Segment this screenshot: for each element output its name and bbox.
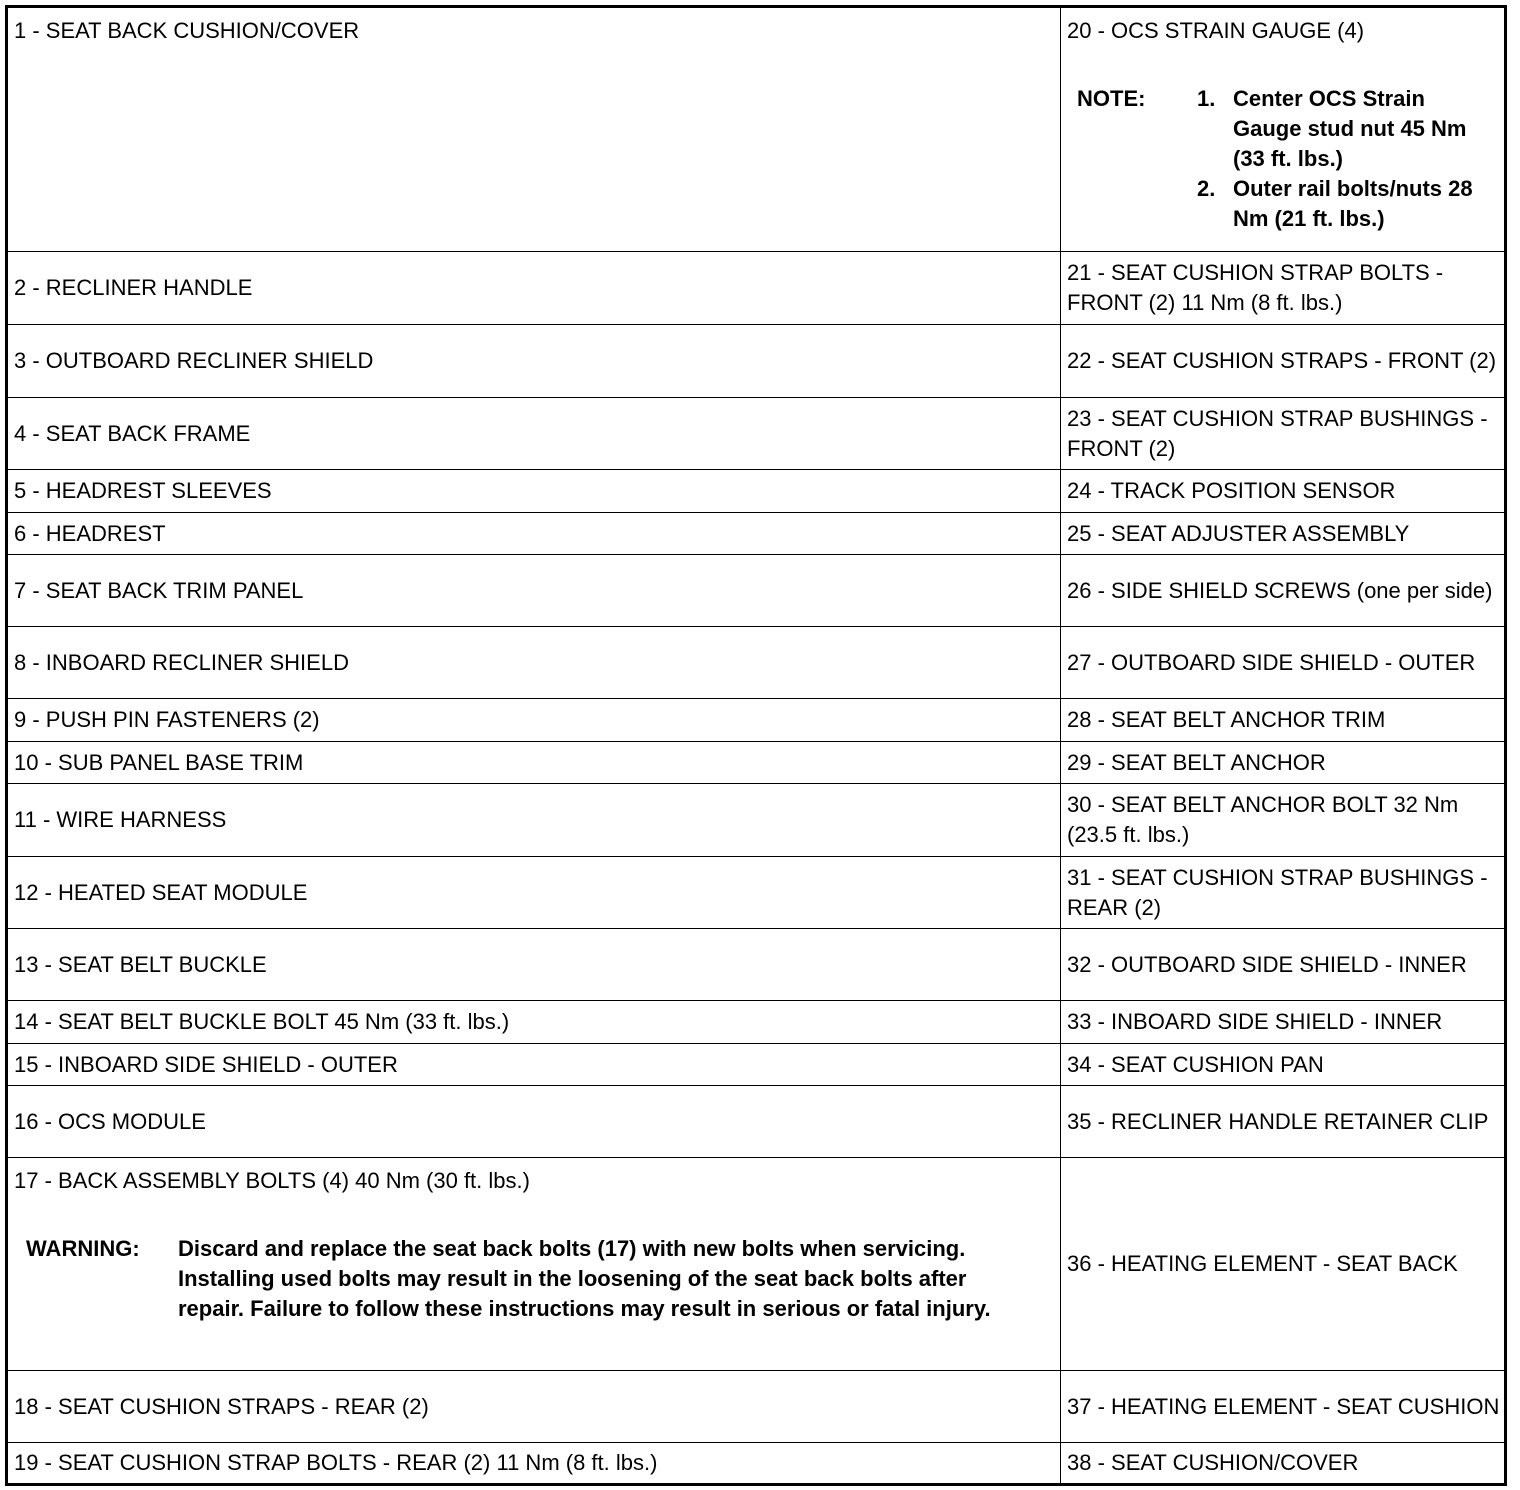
legend-cell-left (7, 784, 1061, 857)
part-label: 15 - INBOARD SIDE SHIELD - OUTER (14, 1051, 398, 1077)
legend-cell-left (7, 398, 1061, 470)
warning-label: WARNING: (26, 1236, 140, 1261)
legend-cell-left (7, 7, 1061, 252)
part-label: 12 - HEATED SEAT MODULE (14, 879, 308, 905)
table-row (7, 742, 1506, 784)
table-row (7, 398, 1506, 470)
note-item (1197, 84, 1487, 174)
part-label: 26 - SIDE SHIELD SCREWS (one per side) (1067, 577, 1493, 603)
legend-cell-left (7, 929, 1061, 1001)
legend-cell-right (1061, 398, 1506, 470)
legend-cell-right (1061, 1001, 1506, 1044)
part-label: 37 - HEATING ELEMENT - SEAT CUSHION (1067, 1393, 1500, 1419)
part-label: 21 - SEAT CUSHION STRAP BOLTS - FRONT (2) 11 Nm (8 ft. lbs.) (1067, 260, 1444, 315)
part-label: 29 - SEAT BELT ANCHOR (1067, 749, 1326, 775)
legend-cell-left (7, 1371, 1061, 1443)
legend-cell-left (7, 857, 1061, 929)
table-row (7, 1044, 1506, 1086)
part-label: 32 - OUTBOARD SIDE SHIELD - INNER (1067, 951, 1467, 977)
part-label: 30 - SEAT BELT ANCHOR BOLT 32 Nm (23.5 ft. lbs.) (1067, 792, 1459, 847)
part-label: 33 - INBOARD SIDE SHIELD - INNER (1067, 1009, 1443, 1034)
legend-cell-right (1061, 1044, 1506, 1086)
legend-cell-right (1061, 513, 1506, 555)
part-label: 19 - SEAT CUSHION STRAP BOLTS - REAR (2) 11 Nm (8 ft. lbs.) (14, 1450, 658, 1475)
part-label: 3 - OUTBOARD RECLINER SHIELD (14, 348, 374, 373)
part-label: 5 - HEADREST SLEEVES (14, 478, 272, 503)
legend-cell-right (1061, 627, 1506, 699)
table-row (7, 325, 1506, 398)
table-row (7, 252, 1506, 325)
legend-cell-left (7, 1158, 1061, 1371)
part-label: 36 - HEATING ELEMENT - SEAT BACK (1067, 1251, 1458, 1276)
part-label: 18 - SEAT CUSHION STRAPS - REAR (2) (14, 1393, 429, 1419)
part-label: 7 - SEAT BACK TRIM PANEL (14, 577, 304, 603)
legend-cell-right (1061, 325, 1506, 398)
legend-cell-left (7, 699, 1061, 742)
note-number: 2. (1197, 176, 1216, 201)
part-label: 2 - RECLINER HANDLE (14, 275, 253, 300)
table-row (7, 627, 1506, 699)
part-label: 16 - OCS MODULE (14, 1108, 206, 1134)
part-label: 38 - SEAT CUSHION/COVER (1067, 1450, 1359, 1475)
part-label: 22 - SEAT CUSHION STRAPS - FRONT (2) (1067, 348, 1497, 373)
note-block (1067, 84, 1500, 234)
table-row (7, 1001, 1506, 1044)
legend-cell-right (1061, 252, 1506, 325)
note-label: NOTE: (1077, 86, 1146, 111)
legend-cell-right (1061, 1443, 1506, 1485)
part-label: 25 - SEAT ADJUSTER ASSEMBLY (1067, 520, 1410, 546)
legend-cell-right (1061, 470, 1506, 513)
table-row (7, 857, 1506, 929)
part-label: 35 - RECLINER HANDLE RETAINER CLIP (1067, 1108, 1489, 1134)
warning-text: Discard and replace the seat back bolts (17) with new bolts when servicing. Installing used bolts may result in the loosening of the seat back bolts after repair. Failure to follow these instructions may result in serious or fatal injury. (178, 1236, 991, 1321)
part-label: 17 - BACK ASSEMBLY BOLTS (4) 40 Nm (30 ft. lbs.) (14, 1168, 530, 1193)
table-row (7, 513, 1506, 555)
legend-cell-right (1061, 742, 1506, 784)
table-row (7, 7, 1506, 252)
part-label: 10 - SUB PANEL BASE TRIM (14, 749, 304, 775)
note-list (1197, 84, 1487, 234)
part-label: 27 - OUTBOARD SIDE SHIELD - OUTER (1067, 649, 1476, 675)
legend-cell-right (1061, 555, 1506, 627)
part-label: 1 - SEAT BACK CUSHION/COVER (14, 18, 360, 43)
table-row (7, 784, 1506, 857)
part-label: 23 - SEAT CUSHION STRAP BUSHINGS - FRONT (2) (1067, 405, 1488, 461)
table-row (7, 470, 1506, 513)
part-label: 8 - INBOARD RECLINER SHIELD (14, 649, 349, 675)
parts-legend-table (5, 5, 1507, 1486)
table-row (7, 1443, 1506, 1485)
legend-cell-right (1061, 857, 1506, 929)
table-row (7, 1086, 1506, 1158)
legend-cell-left (7, 252, 1061, 325)
part-label: 24 - TRACK POSITION SENSOR (1067, 478, 1396, 503)
part-label: 11 - WIRE HARNESS (14, 807, 227, 832)
table-row (7, 699, 1506, 742)
table-row (7, 1371, 1506, 1443)
legend-cell-left (7, 1001, 1061, 1044)
legend-cell-left (7, 513, 1061, 555)
part-label: 4 - SEAT BACK FRAME (14, 420, 251, 446)
legend-cell-right (1061, 929, 1506, 1001)
note-text: Outer rail bolts/nuts 28 Nm (21 ft. lbs.) (1233, 176, 1473, 231)
part-label: 14 - SEAT BELT BUCKLE BOLT 45 Nm (33 ft. lbs.) (14, 1009, 510, 1034)
legend-cell-left (7, 1443, 1061, 1485)
table-row (7, 1158, 1506, 1371)
legend-cell-right (1061, 699, 1506, 742)
part-label: 20 - OCS STRAIN GAUGE (4) (1067, 18, 1365, 43)
legend-cell-left (7, 470, 1061, 513)
note-item (1197, 174, 1487, 234)
legend-cell-right (1061, 784, 1506, 857)
legend-cell-right (1061, 1086, 1506, 1158)
warning-block (14, 1234, 1056, 1324)
part-label: 34 - SEAT CUSHION PAN (1067, 1051, 1324, 1077)
legend-cell-left (7, 1086, 1061, 1158)
legend-cell-right (1061, 1371, 1506, 1443)
part-label: 13 - SEAT BELT BUCKLE (14, 951, 267, 977)
legend-cell-left (7, 325, 1061, 398)
part-label: 6 - HEADREST (14, 520, 166, 546)
legend-cell-left (7, 627, 1061, 699)
legend-cell-right (1061, 1158, 1506, 1371)
part-label: 9 - PUSH PIN FASTENERS (2) (14, 707, 320, 732)
legend-cell-right (1061, 7, 1506, 252)
legend-cell-left (7, 555, 1061, 627)
table-row (7, 929, 1506, 1001)
part-label: 31 - SEAT CUSHION STRAP BUSHINGS - REAR (2) (1067, 864, 1488, 920)
table-row (7, 555, 1506, 627)
legend-cell-left (7, 742, 1061, 784)
legend-cell-left (7, 1044, 1061, 1086)
part-label: 28 - SEAT BELT ANCHOR TRIM (1067, 707, 1386, 732)
note-number: 1. (1197, 86, 1216, 111)
note-text: Center OCS Strain Gauge stud nut 45 Nm (33 ft. lbs.) (1233, 86, 1467, 171)
